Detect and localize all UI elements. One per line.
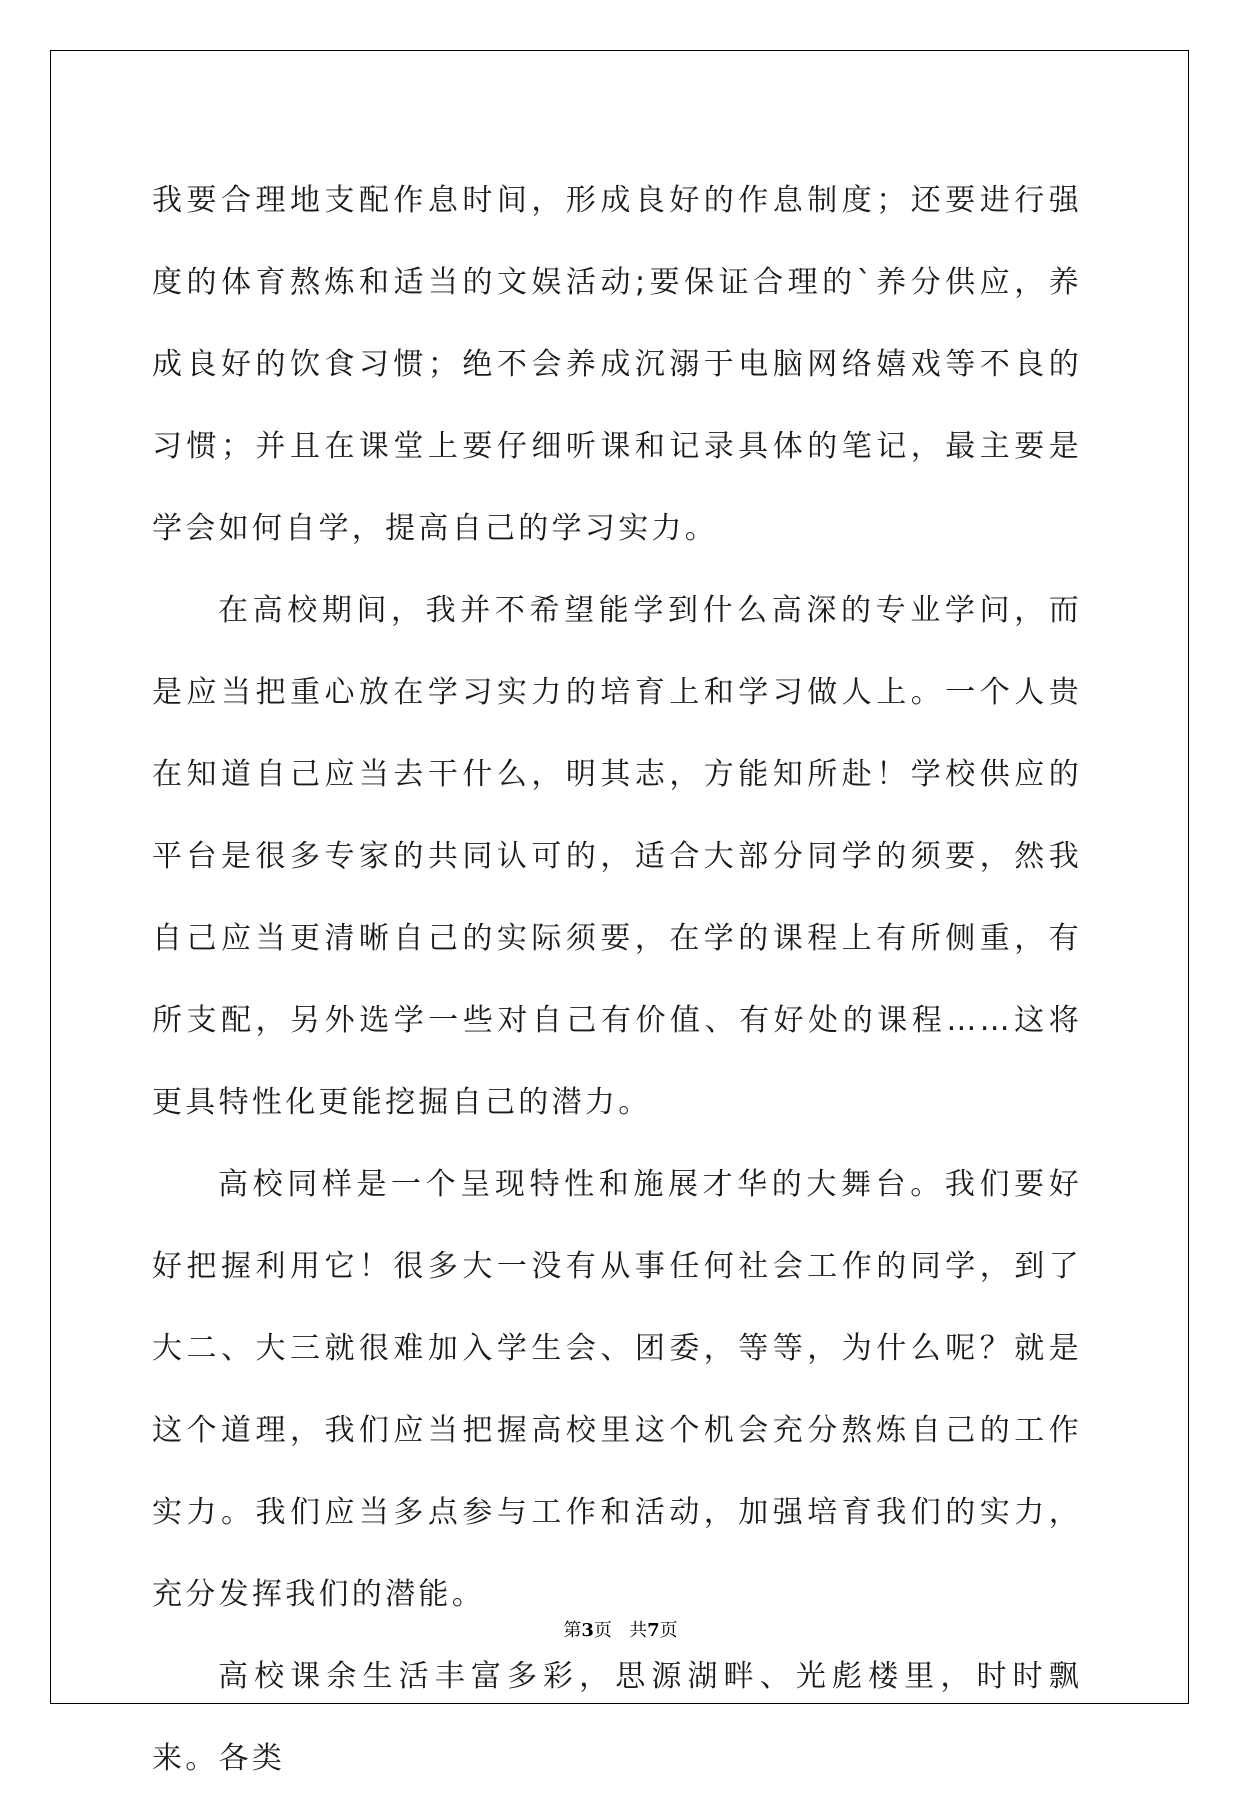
page-total-number: 7 xyxy=(647,1620,660,1641)
document-body xyxy=(152,160,1082,1800)
page-current-number: 3 xyxy=(581,1620,594,1641)
page-prefix: 第 xyxy=(563,1620,582,1641)
page-footer xyxy=(0,1616,1241,1642)
paragraph-4: 高校课余生活丰富多彩，思源湖畔、光彪楼里，时时飘来。各类 xyxy=(152,1659,1082,1776)
paragraph-2: 在高校期间，我并不希望能学到什么高深的专业学问，而是应当把重心放在学习实力的培育上和学习做人上。一个人贵在知道自己应当去干什么，明其志，方能知所赴！学校供应的平台是很多专家的共同认可的，适合大部分同学的须要，然我自己应当更清晰自己的实际须要，在学的课程上有所侧重，有所支配，另外选学一些对自己有价值、有好处的课程……这将更具特性化更能挖掘自己的潜力。 xyxy=(152,593,1082,1120)
paragraph-3: 高校同样是一个呈现特性和施展才华的大舞台。我们要好好把握利用它！很多大一没有从事任何社会工作的同学，到了大二、大三就很难加入学生会、团委，等等，为什么呢？就是这个道理，我们应当把握高校里这个机会充分熬炼自己的工作实力。我们应当多点参与工作和活动，加强培育我们的实力，充分发挥我们的潜能。 xyxy=(152,1167,1082,1612)
page-suffix: 页 xyxy=(593,1620,612,1641)
total-prefix: 共 xyxy=(629,1620,648,1641)
paragraph-1: 我要合理地支配作息时间，形成良好的作息制度；还要进行强度的体育熬炼和适当的文娱活动;要保证合理的`养分供应，养成良好的饮食习惯；绝不会养成沉溺于电脑网络嬉戏等不良的习惯；并且在课堂上要仔细听课和记录具体的笔记，最主要是学会如何自学，提高自己的学习实力。 xyxy=(152,183,1082,546)
total-suffix: 页 xyxy=(659,1620,678,1641)
